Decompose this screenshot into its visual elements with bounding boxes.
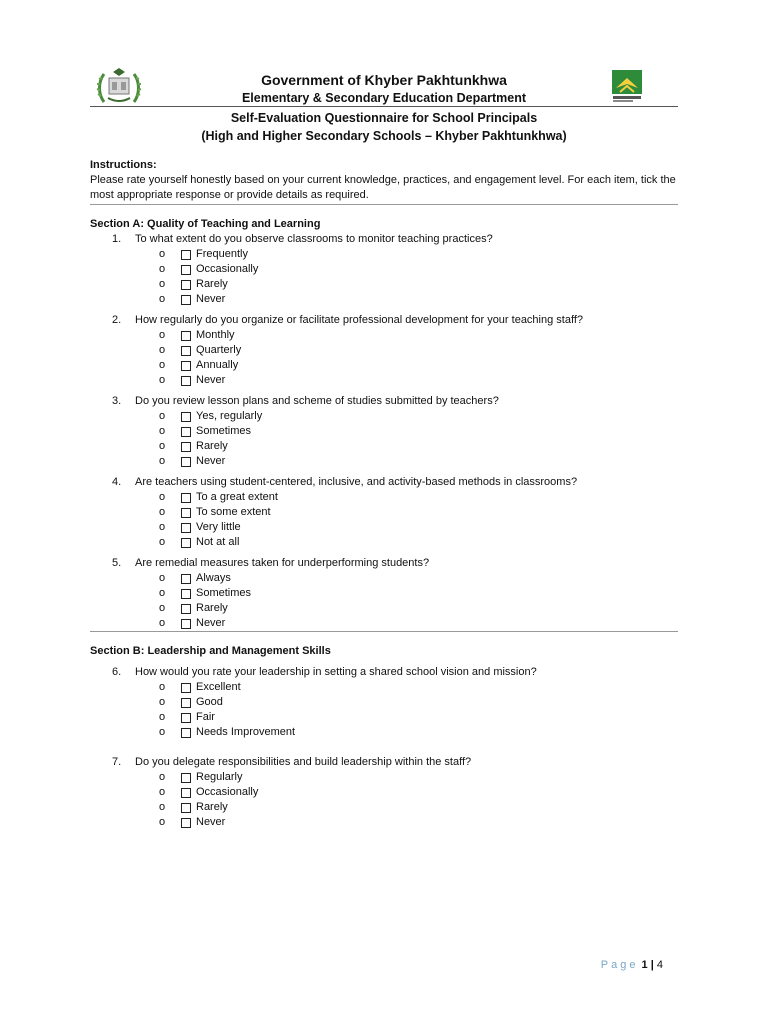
question-text: Are teachers using student-centered, inclusive, and activity-based methods in classrooms?: [135, 476, 578, 488]
instructions-label: Instructions:: [90, 159, 157, 171]
option-label: Sometimes: [196, 425, 252, 437]
bullet-icon: o: [159, 587, 166, 599]
checkbox-icon[interactable]: [181, 457, 191, 467]
bullet-icon: o: [159, 455, 166, 467]
option-item: [90, 680, 678, 695]
bullet-icon: o: [159, 681, 166, 693]
bullet-icon: o: [159, 440, 166, 452]
option-item: [90, 328, 678, 343]
checkbox-icon[interactable]: [181, 346, 191, 356]
section-b: [90, 644, 678, 830]
bullet-icon: o: [159, 726, 166, 738]
bullet-icon: o: [159, 816, 166, 828]
instructions-text: Please rate yourself honestly based on your current knowledge, practices, and engagement level. For each item, tick the most appropriate response or provide details as required.: [90, 174, 676, 201]
bullet-icon: o: [159, 425, 166, 437]
checkbox-icon[interactable]: [181, 508, 191, 518]
bullet-icon: o: [159, 410, 166, 422]
checkbox-icon[interactable]: [181, 604, 191, 614]
question-number: 6.: [112, 666, 122, 678]
bullet-icon: o: [159, 786, 166, 798]
option-item: [90, 616, 678, 631]
option-label: Sometimes: [196, 587, 252, 599]
option-item: [90, 373, 678, 388]
education-department-logo-icon: [610, 68, 644, 104]
checkbox-icon[interactable]: [181, 788, 191, 798]
option-list: [90, 328, 678, 388]
question-text: How regularly do you organize or facilitate professional development for your teaching staff?: [135, 314, 583, 326]
option-list: [90, 409, 678, 469]
option-item: [90, 800, 678, 815]
checkbox-icon[interactable]: [181, 280, 191, 290]
section-a: [90, 217, 678, 631]
question-number: 4.: [112, 476, 122, 488]
option-item: [90, 358, 678, 373]
checkbox-icon[interactable]: [181, 442, 191, 452]
option-item: [90, 710, 678, 725]
bullet-icon: o: [159, 801, 166, 813]
footer-separator: |: [650, 959, 654, 971]
header-divider: [90, 106, 678, 107]
page-footer: [601, 958, 663, 972]
option-item: [90, 535, 678, 550]
option-label: Not at all: [196, 536, 240, 548]
option-label: Frequently: [196, 248, 248, 260]
option-item: [90, 424, 678, 439]
option-item: [90, 292, 678, 307]
option-item: [90, 571, 678, 586]
option-label: Never: [196, 293, 226, 305]
question-text: How would you rate your leadership in setting a shared school vision and mission?: [135, 666, 537, 678]
footer-total-pages: 4: [656, 959, 663, 971]
question-4: [90, 475, 678, 550]
option-label: Rarely: [196, 602, 228, 614]
section-title: Section B: Leadership and Management Skills: [90, 645, 331, 657]
question-number: 5.: [112, 557, 122, 569]
checkbox-icon[interactable]: [181, 803, 191, 813]
question-7: [90, 755, 678, 830]
option-label: Rarely: [196, 440, 228, 452]
option-list: [90, 571, 678, 631]
option-item: [90, 277, 678, 292]
checkbox-icon[interactable]: [181, 589, 191, 599]
option-item: [90, 815, 678, 830]
bullet-icon: o: [159, 771, 166, 783]
bullet-icon: o: [159, 602, 166, 614]
question-number: 7.: [112, 756, 122, 768]
option-item: [90, 409, 678, 424]
document-title-line2: (High and Higher Secondary Schools – Khyber Pakhtunkhwa): [201, 129, 567, 143]
option-label: Good: [196, 696, 223, 708]
option-label: Monthly: [196, 329, 235, 341]
option-label: Excellent: [196, 681, 241, 693]
document-title-line1: Self-Evaluation Questionnaire for School Principals: [230, 111, 538, 125]
option-item: [90, 695, 678, 710]
checkbox-icon[interactable]: [181, 250, 191, 260]
document-title: [90, 109, 678, 145]
option-label: Never: [196, 374, 226, 386]
option-item: [90, 725, 678, 740]
bullet-icon: o: [159, 293, 166, 305]
option-label: Never: [196, 816, 226, 828]
option-label: Occasionally: [196, 263, 259, 275]
bullet-icon: o: [159, 696, 166, 708]
option-item: [90, 343, 678, 358]
option-label: To some extent: [196, 506, 271, 518]
section-title: Section A: Quality of Teaching and Learning: [90, 218, 321, 230]
option-label: Never: [196, 455, 226, 467]
header-subtitle: Elementary & Secondary Education Department: [241, 91, 527, 105]
bullet-icon: o: [159, 374, 166, 386]
option-label: Quarterly: [196, 344, 242, 356]
option-label: Fair: [196, 711, 215, 723]
option-label: Rarely: [196, 278, 228, 290]
question-5: [90, 556, 678, 631]
bullet-icon: o: [159, 536, 166, 548]
option-item: [90, 490, 678, 505]
question-1: [90, 232, 678, 307]
option-label: Annually: [196, 359, 239, 371]
checkbox-icon[interactable]: [181, 713, 191, 723]
option-label: Very little: [196, 521, 241, 533]
footer-current-page: 1: [641, 959, 648, 971]
question-3: [90, 394, 678, 469]
option-list: [90, 680, 678, 740]
checkbox-icon[interactable]: [181, 619, 191, 629]
question-text: To what extent do you observe classrooms to monitor teaching practices?: [135, 233, 493, 245]
bullet-icon: o: [159, 248, 166, 260]
option-item: [90, 439, 678, 454]
checkbox-icon[interactable]: [181, 574, 191, 584]
option-list: [90, 490, 678, 550]
question-text: Are remedial measures taken for underperforming students?: [135, 557, 430, 569]
bullet-icon: o: [159, 617, 166, 629]
option-item: [90, 770, 678, 785]
checkbox-icon[interactable]: [181, 412, 191, 422]
option-item: [90, 262, 678, 277]
option-label: Occasionally: [196, 786, 259, 798]
option-item: [90, 247, 678, 262]
bullet-icon: o: [159, 711, 166, 723]
option-item: [90, 601, 678, 616]
checkbox-icon[interactable]: [181, 265, 191, 275]
option-label: Rarely: [196, 801, 228, 813]
checkbox-icon[interactable]: [181, 538, 191, 548]
option-label: To a great extent: [196, 491, 278, 503]
checkbox-icon[interactable]: [181, 331, 191, 341]
checkbox-icon[interactable]: [181, 361, 191, 371]
checkbox-icon[interactable]: [181, 376, 191, 386]
option-label: Regularly: [196, 771, 243, 783]
option-item: [90, 454, 678, 469]
question-number: 2.: [112, 314, 122, 326]
question-text: Do you delegate responsibilities and build leadership within the staff?: [135, 756, 472, 768]
section-divider: [90, 631, 678, 632]
document-header: [90, 64, 678, 108]
bullet-icon: o: [159, 572, 166, 584]
checkbox-icon[interactable]: [181, 493, 191, 503]
option-label: Yes, regularly: [196, 410, 263, 422]
bullet-icon: o: [159, 491, 166, 503]
checkbox-icon[interactable]: [181, 295, 191, 305]
option-list: [90, 770, 678, 830]
bullet-icon: o: [159, 278, 166, 290]
question-number: 3.: [112, 395, 122, 407]
option-item: [90, 586, 678, 601]
checkbox-icon[interactable]: [181, 523, 191, 533]
question-6: [90, 665, 678, 740]
checkbox-icon[interactable]: [181, 773, 191, 783]
question-2: [90, 313, 678, 388]
option-item: [90, 505, 678, 520]
checkbox-icon[interactable]: [181, 728, 191, 738]
checkbox-icon[interactable]: [181, 698, 191, 708]
option-label: Needs Improvement: [196, 726, 296, 738]
option-label: Always: [196, 572, 231, 584]
option-label: Never: [196, 617, 226, 629]
instructions-divider: [90, 204, 678, 205]
question-text: Do you review lesson plans and scheme of studies submitted by teachers?: [135, 395, 499, 407]
instructions-block: [90, 158, 678, 203]
bullet-icon: o: [159, 521, 166, 533]
bullet-icon: o: [159, 344, 166, 356]
option-item: [90, 520, 678, 535]
footer-page-word: Page: [600, 959, 639, 971]
option-item: [90, 785, 678, 800]
bullet-icon: o: [159, 329, 166, 341]
checkbox-icon[interactable]: [181, 427, 191, 437]
header-title: Government of Khyber Pakhtunkhwa: [261, 72, 507, 88]
question-number: 1.: [112, 233, 122, 245]
checkbox-icon[interactable]: [181, 818, 191, 828]
bullet-icon: o: [159, 359, 166, 371]
bullet-icon: o: [159, 506, 166, 518]
bullet-icon: o: [159, 263, 166, 275]
option-list: [90, 247, 678, 307]
checkbox-icon[interactable]: [181, 683, 191, 693]
